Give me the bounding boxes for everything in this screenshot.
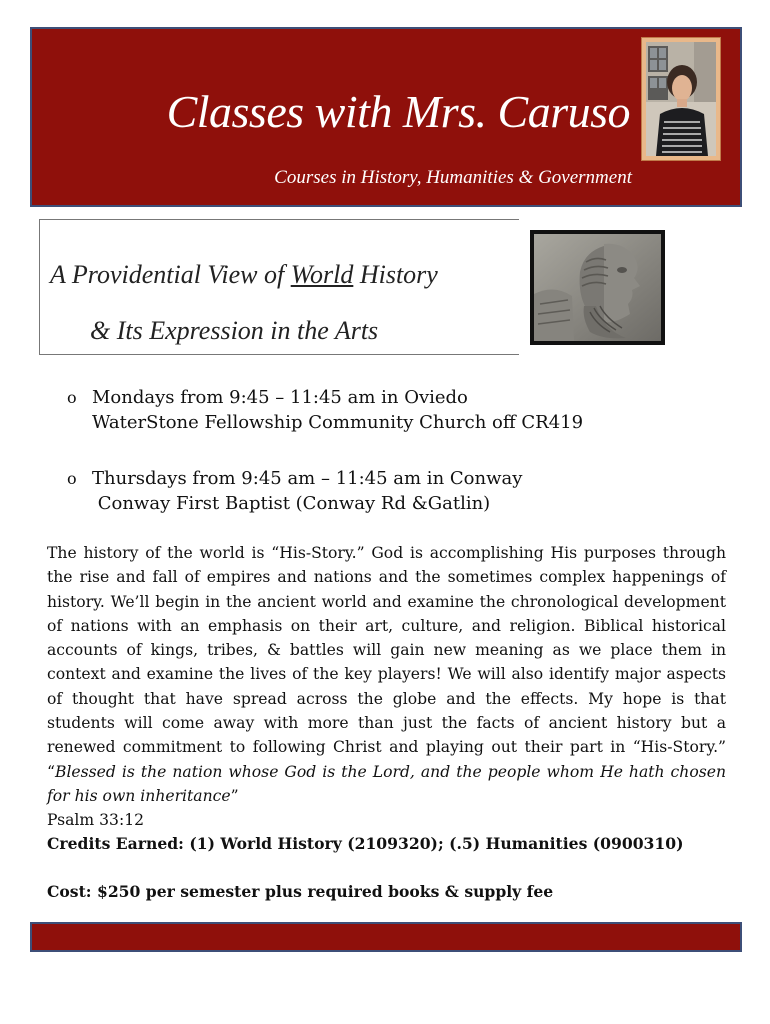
scripture-reference: Psalm 33:12 <box>47 811 145 830</box>
schedule-time: Thursdays from 9:45 am – 11:45 am in Conway <box>92 468 523 489</box>
course-title-box <box>39 219 519 355</box>
course-subtitle: & Its Expression in the Arts <box>90 316 379 345</box>
description-text: The history of the world is “His-Story.” God is accomplishing His purposes through the rise and fall of empires and nations and the sometimes complex happenings of history. We’ll begin in the ancient world and examine the chronological development of nations with an emphasis on their art, culture, and religion. Biblical historical accounts of kings, tribes, & battles will gain new meaning as we place them in context and examine the lives of the key players! We will also identify major aspects of thought that have spread across the globe and the effects. My hope is that students will come away with more than just the facts of ancient history but a renewed commitment to following Christ and playing out their part in “His-Story.” “ <box>47 544 726 781</box>
course-description <box>47 541 726 833</box>
assyrian-relief-image-frame <box>530 230 665 345</box>
schedule-time: Mondays from 9:45 – 11:45 am in Oviedo <box>92 387 468 408</box>
assyrian-relief-image <box>534 234 661 341</box>
course-title <box>50 260 438 290</box>
header-banner <box>30 27 742 207</box>
course-title-prefix: A Providential View of <box>50 260 291 289</box>
cost-line: Cost: $250 per semester plus required books & supply fee <box>47 882 554 901</box>
quote-close: ” <box>230 786 239 805</box>
teacher-photo-frame <box>641 37 721 161</box>
schedule-location: Conway First Baptist (Conway Rd &Gatlin) <box>92 493 491 514</box>
page-title: Classes with Mrs. Caruso <box>166 86 630 137</box>
scripture-quote: Blessed is the nation whose God is the Lord, and the people whom He hath chosen for his own inheritance <box>47 762 726 805</box>
teacher-photo <box>646 42 716 156</box>
course-title-suffix: History <box>353 260 438 289</box>
credits-earned: Credits Earned: (1) World History (2109320); (.5) Humanities (0900310) <box>47 834 684 853</box>
schedule-location: WaterStone Fellowship Community Church off CR419 <box>92 412 584 433</box>
page-subtitle: Courses in History, Humanities & Government <box>274 167 632 188</box>
footer-banner <box>30 922 742 952</box>
bullet-icon: o <box>67 388 77 407</box>
bullet-icon: o <box>67 469 77 488</box>
course-title-underlined: World <box>290 260 354 289</box>
